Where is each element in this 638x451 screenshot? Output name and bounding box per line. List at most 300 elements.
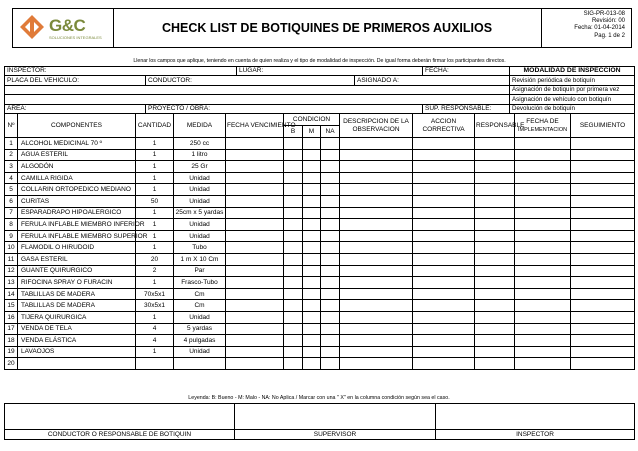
row-quantity: 30x5x1 — [136, 300, 174, 312]
row-expiry-cell[interactable] — [226, 323, 284, 335]
row-condition-m[interactable] — [303, 149, 321, 161]
row-condition-na[interactable] — [321, 253, 340, 265]
row-expiry-cell[interactable] — [226, 253, 284, 265]
row-condition-b[interactable] — [284, 265, 303, 277]
instructions: Llenar los campos que aplique, teniendo en cuenta de quien realiza y el tipo de modalidad de inspección. De igual forma deberán firmar los participantes directos. — [133, 58, 506, 65]
row-action-cell[interactable] — [413, 358, 475, 370]
modalidad-option[interactable]: Asignación de vehículo con botiquín — [510, 95, 635, 105]
lugar-field[interactable]: LUGAR: — [237, 66, 423, 76]
row-observation-cell[interactable] — [340, 288, 413, 300]
row-condition-m[interactable] — [303, 207, 321, 219]
row-followup-cell[interactable] — [571, 311, 635, 323]
row-responsible-cell[interactable] — [475, 161, 515, 173]
table-row — [5, 207, 635, 219]
row-impl-date-cell[interactable] — [515, 277, 571, 289]
row-impl-date-cell[interactable] — [515, 138, 571, 150]
row-responsible-cell[interactable] — [475, 277, 515, 289]
row-expiry-cell[interactable] — [226, 184, 284, 196]
row-impl-date-cell[interactable] — [515, 335, 571, 347]
fecha-impl-line1: FECHA DE — [526, 117, 559, 125]
row-action-cell[interactable] — [413, 172, 475, 184]
row-component: FERULA INFLABLE MIEMBRO SUPERIOR — [18, 230, 136, 242]
row-observation-cell[interactable] — [340, 149, 413, 161]
row-responsible-cell[interactable] — [475, 346, 515, 358]
modalidad-option[interactable]: Devolución de botiquín — [510, 104, 635, 114]
row-responsible-cell[interactable] — [475, 335, 515, 347]
row-action-cell[interactable] — [413, 138, 475, 150]
row-expiry-cell[interactable] — [226, 149, 284, 161]
row-component: VENDA ELÁSTICA — [18, 335, 136, 347]
row-observation-cell[interactable] — [340, 195, 413, 207]
table-row — [5, 253, 635, 265]
row-condition-na[interactable] — [321, 161, 340, 173]
row-measure: Unidad — [174, 311, 226, 323]
row-condition-b[interactable] — [284, 242, 303, 254]
row-condition-m[interactable] — [303, 288, 321, 300]
row-expiry-cell[interactable] — [226, 277, 284, 289]
row-component: FERULA INFLABLE MIEMBRO INFERIOR — [18, 219, 136, 231]
row-action-cell[interactable] — [413, 288, 475, 300]
row-expiry-cell[interactable] — [226, 300, 284, 312]
placa-field[interactable]: PLACA DEL VEHICULO: — [5, 76, 146, 86]
row-quantity: 4 — [136, 335, 174, 347]
row-expiry-cell[interactable] — [226, 172, 284, 184]
row-condition-b[interactable] — [284, 207, 303, 219]
row-action-cell[interactable] — [413, 195, 475, 207]
row-action-cell[interactable] — [413, 230, 475, 242]
row-condition-b[interactable] — [284, 346, 303, 358]
row-condition-na[interactable] — [321, 242, 340, 254]
row-condition-b[interactable] — [284, 195, 303, 207]
row-quantity: 50 — [136, 195, 174, 207]
row-quantity: 1 — [136, 161, 174, 173]
row-expiry-cell[interactable] — [226, 138, 284, 150]
row-measure: 1 litro — [174, 149, 226, 161]
row-followup-cell[interactable] — [571, 300, 635, 312]
row-condition-b[interactable] — [284, 277, 303, 289]
row-condition-m[interactable] — [303, 300, 321, 312]
row-action-cell[interactable] — [413, 219, 475, 231]
row-followup-cell[interactable] — [571, 346, 635, 358]
row-measure: 25 Gr — [174, 161, 226, 173]
row-followup-cell[interactable] — [571, 242, 635, 254]
row-number: 1 — [5, 138, 18, 150]
col-medida: MEDIDA — [174, 114, 226, 138]
document-title: CHECK LIST DE BOTIQUINES DE PRIMEROS AUXILIOS — [161, 21, 493, 35]
row-component: COLLARIN ORTOPEDICO MEDIANO — [18, 184, 136, 196]
row-action-cell[interactable] — [413, 242, 475, 254]
row-impl-date-cell[interactable] — [515, 311, 571, 323]
row-responsible-cell[interactable] — [475, 288, 515, 300]
row-measure: Unidad — [174, 219, 226, 231]
logo-subtext: SOLUCIONES INTEGRALES — [49, 35, 102, 40]
row-observation-cell[interactable] — [340, 358, 413, 370]
row-quantity: 1 — [136, 138, 174, 150]
row-responsible-cell[interactable] — [475, 219, 515, 231]
checklist-table — [4, 113, 635, 370]
row-measure: 4 pulgadas — [174, 335, 226, 347]
row-quantity: 1 — [136, 184, 174, 196]
row-expiry-cell[interactable] — [226, 335, 284, 347]
fecha-impl-line2: IMPLEMENTACION — [517, 126, 568, 133]
row-responsible-cell[interactable] — [475, 323, 515, 335]
row-impl-date-cell[interactable] — [515, 149, 571, 161]
row-condition-m[interactable] — [303, 161, 321, 173]
proyecto-field[interactable]: PROYECTO / OBRA: — [146, 104, 423, 114]
row-expiry-cell[interactable] — [226, 242, 284, 254]
row-condition-m[interactable] — [303, 172, 321, 184]
row-action-cell[interactable] — [413, 149, 475, 161]
row-condition-na[interactable] — [321, 149, 340, 161]
modalidad-option[interactable]: Revisión periódica de botiquín — [510, 76, 635, 86]
row-component: ESPARADRAPO HIPOALERGICO — [18, 207, 136, 219]
row-followup-cell[interactable] — [571, 219, 635, 231]
row-number: 18 — [5, 335, 18, 347]
row-condition-b[interactable] — [284, 149, 303, 161]
row-condition-m[interactable] — [303, 219, 321, 231]
row-followup-cell[interactable] — [571, 277, 635, 289]
row-responsible-cell[interactable] — [475, 184, 515, 196]
row-responsible-cell[interactable] — [475, 265, 515, 277]
row-quantity: 1 — [136, 207, 174, 219]
col-m: M — [303, 126, 321, 138]
blank-row — [5, 95, 510, 105]
row-condition-na[interactable] — [321, 323, 340, 335]
row-impl-date-cell[interactable] — [515, 358, 571, 370]
row-condition-m[interactable] — [303, 335, 321, 347]
row-number: 5 — [5, 184, 18, 196]
row-impl-date-cell[interactable] — [515, 265, 571, 277]
row-expiry-cell[interactable] — [226, 288, 284, 300]
row-number: 20 — [5, 358, 18, 370]
row-followup-cell[interactable] — [571, 207, 635, 219]
row-responsible-cell[interactable] — [475, 230, 515, 242]
col-responsable: RESPONSABLE — [475, 114, 515, 138]
row-observation-cell[interactable] — [340, 184, 413, 196]
row-responsible-cell[interactable] — [475, 253, 515, 265]
row-impl-date-cell[interactable] — [515, 242, 571, 254]
col-seguimiento: SEGUIMIENTO — [571, 114, 635, 138]
row-impl-date-cell[interactable] — [515, 161, 571, 173]
col-accion: ACCION CORRECTIVA — [413, 114, 475, 138]
row-condition-na[interactable] — [321, 219, 340, 231]
doc-revision: Revisión: 00 — [591, 18, 625, 25]
row-impl-date-cell[interactable] — [515, 172, 571, 184]
row-responsible-cell[interactable] — [475, 358, 515, 370]
row-condition-m[interactable] — [303, 358, 321, 370]
row-component: GUANTE QUIRURGICO — [18, 265, 136, 277]
row-quantity: 1 — [136, 242, 174, 254]
row-action-cell[interactable] — [413, 184, 475, 196]
row-condition-na[interactable] — [321, 172, 340, 184]
legend: Leyenda: B: Bueno - M: Malo - NA: No Aplica / Marcar con una " X" en la columna condición según sea el caso. — [188, 395, 450, 401]
company-logo — [13, 9, 114, 47]
row-action-cell[interactable] — [413, 161, 475, 173]
table-row — [5, 149, 635, 161]
row-measure: Frasco-Tubo — [174, 277, 226, 289]
row-condition-na[interactable] — [321, 195, 340, 207]
row-condition-na[interactable] — [321, 230, 340, 242]
row-action-cell[interactable] — [413, 207, 475, 219]
row-condition-m[interactable] — [303, 346, 321, 358]
table-row — [5, 242, 635, 254]
row-impl-date-cell[interactable] — [515, 300, 571, 312]
row-measure: Par — [174, 265, 226, 277]
row-responsible-cell[interactable] — [475, 311, 515, 323]
row-followup-cell[interactable] — [571, 195, 635, 207]
row-measure: 5 yardas — [174, 323, 226, 335]
row-impl-date-cell[interactable] — [515, 230, 571, 242]
signature-box-conductor[interactable] — [5, 404, 235, 430]
row-condition-b[interactable] — [284, 311, 303, 323]
sup-field[interactable]: SUP. RESPONSABLE: — [423, 104, 510, 114]
row-expiry-cell[interactable] — [226, 358, 284, 370]
row-condition-b[interactable] — [284, 138, 303, 150]
conductor-field[interactable]: CONDUCTOR: — [146, 76, 355, 86]
table-row — [5, 172, 635, 184]
row-expiry-cell[interactable] — [226, 265, 284, 277]
row-responsible-cell[interactable] — [475, 149, 515, 161]
row-quantity: 20 — [136, 253, 174, 265]
row-condition-na[interactable] — [321, 358, 340, 370]
row-responsible-cell[interactable] — [475, 172, 515, 184]
row-condition-m[interactable] — [303, 323, 321, 335]
row-observation-cell[interactable] — [340, 253, 413, 265]
row-quantity: 1 — [136, 230, 174, 242]
row-condition-b[interactable] — [284, 219, 303, 231]
checklist-rows — [5, 138, 635, 370]
row-followup-cell[interactable] — [571, 230, 635, 242]
table-row — [5, 358, 635, 370]
row-condition-m[interactable] — [303, 242, 321, 254]
row-number: 19 — [5, 346, 18, 358]
row-action-cell[interactable] — [413, 265, 475, 277]
row-measure: Cm — [174, 300, 226, 312]
row-condition-b[interactable] — [284, 323, 303, 335]
row-condition-b[interactable] — [284, 335, 303, 347]
row-observation-cell[interactable] — [340, 172, 413, 184]
row-component — [18, 358, 136, 370]
row-condition-na[interactable] — [321, 300, 340, 312]
row-number: 2 — [5, 149, 18, 161]
row-measure: Tubo — [174, 242, 226, 254]
row-condition-m[interactable] — [303, 230, 321, 242]
row-condition-na[interactable] — [321, 138, 340, 150]
document-header — [12, 8, 632, 48]
row-impl-date-cell[interactable] — [515, 346, 571, 358]
row-condition-na[interactable] — [321, 184, 340, 196]
row-expiry-cell[interactable] — [226, 207, 284, 219]
row-number: 10 — [5, 242, 18, 254]
row-component: TIJERA QUIRURGICA — [18, 311, 136, 323]
row-measure: Unidad — [174, 172, 226, 184]
row-condition-m[interactable] — [303, 253, 321, 265]
row-action-cell[interactable] — [413, 346, 475, 358]
row-observation-cell[interactable] — [340, 300, 413, 312]
row-condition-m[interactable] — [303, 277, 321, 289]
col-fecha-venc: FECHA VENCIMIENTO — [226, 114, 284, 138]
table-row — [5, 138, 635, 150]
signature-box-supervisor[interactable] — [235, 404, 436, 430]
logo-mark-icon — [19, 14, 45, 40]
row-quantity: 1 — [136, 149, 174, 161]
row-observation-cell[interactable] — [340, 219, 413, 231]
fecha-field[interactable]: FECHA: — [423, 66, 510, 76]
row-expiry-cell[interactable] — [226, 219, 284, 231]
row-action-cell[interactable] — [413, 253, 475, 265]
row-followup-cell[interactable] — [571, 161, 635, 173]
row-observation-cell[interactable] — [340, 161, 413, 173]
row-condition-b[interactable] — [284, 253, 303, 265]
doc-code: SIG-PR-013-08 — [583, 11, 625, 17]
row-component: RIFOCINA SPRAY O FURACIN — [18, 277, 136, 289]
row-condition-b[interactable] — [284, 161, 303, 173]
row-component: ALCOHOL MEDICINAL 70 º — [18, 138, 136, 150]
row-component: CURITAS — [18, 195, 136, 207]
row-expiry-cell[interactable] — [226, 195, 284, 207]
row-expiry-cell[interactable] — [226, 230, 284, 242]
row-condition-b[interactable] — [284, 172, 303, 184]
row-observation-cell[interactable] — [340, 265, 413, 277]
row-number: 11 — [5, 253, 18, 265]
row-observation-cell[interactable] — [340, 323, 413, 335]
row-impl-date-cell[interactable] — [515, 323, 571, 335]
row-number: 13 — [5, 277, 18, 289]
row-observation-cell[interactable] — [340, 346, 413, 358]
row-condition-na[interactable] — [321, 207, 340, 219]
row-action-cell[interactable] — [413, 335, 475, 347]
row-condition-na[interactable] — [321, 288, 340, 300]
row-condition-na[interactable] — [321, 277, 340, 289]
row-condition-b[interactable] — [284, 288, 303, 300]
row-condition-na[interactable] — [321, 335, 340, 347]
row-condition-m[interactable] — [303, 195, 321, 207]
row-condition-b[interactable] — [284, 358, 303, 370]
row-observation-cell[interactable] — [340, 277, 413, 289]
table-row — [5, 288, 635, 300]
row-followup-cell[interactable] — [571, 253, 635, 265]
row-impl-date-cell[interactable] — [515, 288, 571, 300]
col-b: B — [284, 126, 303, 138]
row-condition-m[interactable] — [303, 311, 321, 323]
row-impl-date-cell[interactable] — [515, 207, 571, 219]
row-measure: 250 cc — [174, 138, 226, 150]
row-responsible-cell[interactable] — [475, 300, 515, 312]
row-observation-cell[interactable] — [340, 242, 413, 254]
table-row — [5, 161, 635, 173]
signature-label-conductor: CONDUCTOR O RESPONSABLE DE BOTIQUIN — [5, 430, 235, 440]
row-condition-b[interactable] — [284, 230, 303, 242]
row-observation-cell[interactable] — [340, 335, 413, 347]
row-observation-cell[interactable] — [340, 207, 413, 219]
col-descripcion: DESCRIPCION DE LA OBSERVACION — [340, 114, 413, 138]
row-expiry-cell[interactable] — [226, 311, 284, 323]
row-followup-cell[interactable] — [571, 265, 635, 277]
signature-box-inspector[interactable] — [436, 404, 635, 430]
row-condition-b[interactable] — [284, 300, 303, 312]
row-quantity: 70x5x1 — [136, 288, 174, 300]
row-followup-cell[interactable] — [571, 172, 635, 184]
row-condition-m[interactable] — [303, 184, 321, 196]
row-component: TABLILLAS DE MADERA — [18, 288, 136, 300]
col-componentes: COMPONENTES — [18, 114, 136, 138]
row-followup-cell[interactable] — [571, 358, 635, 370]
row-observation-cell[interactable] — [340, 311, 413, 323]
doc-page: Pag. 1 de 2 — [594, 32, 625, 39]
row-condition-m[interactable] — [303, 265, 321, 277]
blank-row — [5, 85, 510, 95]
row-measure: 25cm x 5 yardas — [174, 207, 226, 219]
asignado-field[interactable]: ASIGNADO A: — [355, 76, 510, 86]
row-action-cell[interactable] — [413, 323, 475, 335]
row-measure: Unidad — [174, 230, 226, 242]
table-row — [5, 346, 635, 358]
row-condition-na[interactable] — [321, 265, 340, 277]
row-component: VENDA DE TELA — [18, 323, 136, 335]
row-quantity: 1 — [136, 219, 174, 231]
row-responsible-cell[interactable] — [475, 195, 515, 207]
row-component: GASA ESTERIL — [18, 253, 136, 265]
modalidad-title: MODALIDAD DE INSPECCION — [510, 66, 635, 76]
row-expiry-cell[interactable] — [226, 161, 284, 173]
row-followup-cell[interactable] — [571, 149, 635, 161]
row-number: 3 — [5, 161, 18, 173]
modalidad-option[interactable]: Asignación de botiquín por primera vez — [510, 85, 635, 95]
row-impl-date-cell[interactable] — [515, 184, 571, 196]
row-condition-na[interactable] — [321, 311, 340, 323]
row-quantity: 1 — [136, 277, 174, 289]
row-impl-date-cell[interactable] — [515, 195, 571, 207]
row-action-cell[interactable] — [413, 311, 475, 323]
row-followup-cell[interactable] — [571, 184, 635, 196]
row-followup-cell[interactable] — [571, 335, 635, 347]
area-field[interactable]: AREA: — [5, 104, 146, 114]
row-condition-m[interactable] — [303, 138, 321, 150]
row-quantity: 4 — [136, 323, 174, 335]
row-expiry-cell[interactable] — [226, 346, 284, 358]
row-condition-b[interactable] — [284, 184, 303, 196]
inspector-field[interactable]: INSPECTOR: — [5, 66, 237, 76]
row-responsible-cell[interactable] — [475, 242, 515, 254]
row-number: 15 — [5, 300, 18, 312]
row-action-cell[interactable] — [413, 277, 475, 289]
row-component: FLAMODIL O HIRUDOID — [18, 242, 136, 254]
row-number: 12 — [5, 265, 18, 277]
table-row — [5, 277, 635, 289]
row-condition-na[interactable] — [321, 346, 340, 358]
row-impl-date-cell[interactable] — [515, 219, 571, 231]
row-followup-cell[interactable] — [571, 288, 635, 300]
document-meta — [541, 9, 631, 47]
row-responsible-cell[interactable] — [475, 138, 515, 150]
row-followup-cell[interactable] — [571, 323, 635, 335]
signature-label-inspector: INSPECTOR — [436, 430, 635, 440]
row-measure: Unidad — [174, 346, 226, 358]
row-action-cell[interactable] — [413, 300, 475, 312]
row-component: TABLILLAS DE MADERA — [18, 300, 136, 312]
row-responsible-cell[interactable] — [475, 207, 515, 219]
row-observation-cell[interactable] — [340, 138, 413, 150]
row-impl-date-cell[interactable] — [515, 253, 571, 265]
col-fecha-impl — [515, 114, 571, 138]
row-component: LAVAOJOS — [18, 346, 136, 358]
row-followup-cell[interactable] — [571, 138, 635, 150]
row-measure: Unidad — [174, 195, 226, 207]
row-number: 4 — [5, 172, 18, 184]
row-observation-cell[interactable] — [340, 230, 413, 242]
table-row — [5, 300, 635, 312]
table-row — [5, 311, 635, 323]
